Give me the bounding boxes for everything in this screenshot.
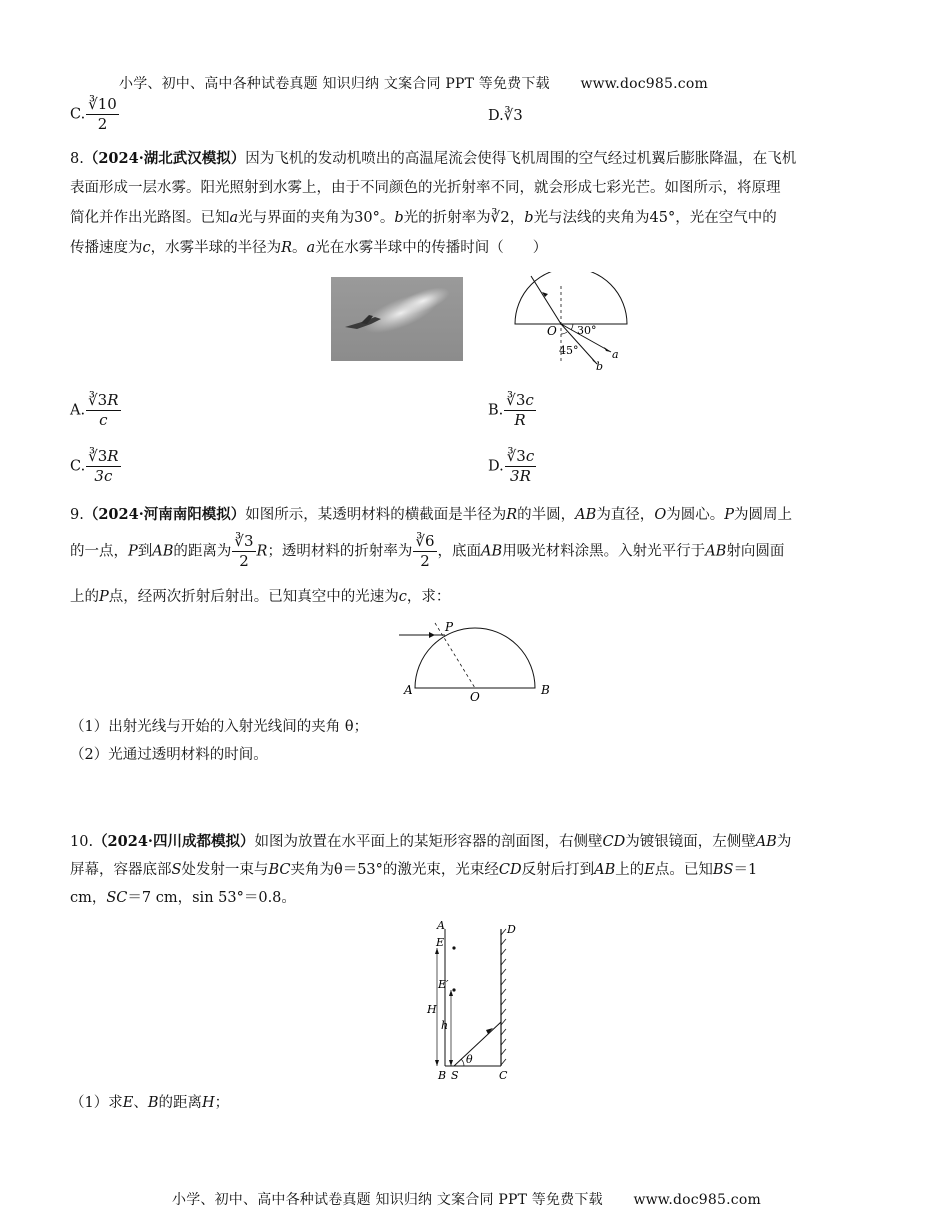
- q10-var-ab: AB: [755, 834, 777, 850]
- q9-line1-b: 的半圆，: [517, 507, 576, 523]
- q9-var-c: c: [398, 589, 407, 605]
- q10-line2-c: 夹角为θ＝53°的激光束，光束经: [290, 862, 499, 878]
- q9-var-ab: AB: [575, 507, 597, 523]
- q9-var-r: R: [506, 507, 518, 523]
- q8-line3-e: 光与法线的夹角为45°，光在空气中的: [533, 210, 777, 226]
- q8-option-c-prefix: C.: [70, 458, 86, 475]
- q8-line1-text: 因为飞机的发动机喷出的高温尾流会使得飞机周围的空气经过机翼后膨胀降温，在飞机: [245, 151, 797, 167]
- q9-frac1-num: ∛3: [234, 532, 254, 550]
- q9-frac2-num: ∛6: [415, 532, 435, 550]
- q10-var-cd2: CD: [498, 862, 522, 878]
- q9-source: （2024·河南南阳模拟）: [83, 506, 246, 523]
- q10-sub1-var-b: B: [147, 1095, 159, 1111]
- q10-source: （2024·四川成都模拟）: [93, 833, 255, 850]
- q10-line-2: [70, 860, 757, 880]
- q8-option-a-numerator: [86, 391, 120, 411]
- q9-var-p2: P: [128, 543, 138, 560]
- q9-line1-a: 如图所示，某透明材料的横截面是半径为: [245, 507, 507, 523]
- q7-option-d: [488, 106, 523, 124]
- q8-option-d[interactable]: [488, 447, 537, 486]
- q8-option-b-denominator: R: [514, 411, 526, 429]
- q9-var-r2: R: [256, 543, 268, 560]
- q9-line3-c: ，求：: [406, 589, 451, 605]
- q10-line2-a: 屏幕，容器底部: [70, 862, 172, 878]
- q8-option-a-denominator: c: [99, 411, 108, 429]
- label-p: P: [445, 620, 454, 634]
- q10-line2-g: ＝1: [733, 862, 758, 878]
- q10-line2-e: 上的: [615, 862, 645, 878]
- q9-sub2-text: （2）光通过透明材料的时间。: [70, 747, 268, 763]
- label-o: O: [547, 324, 557, 338]
- q9-line2-d: ；透明材料的折射率为: [267, 543, 413, 560]
- q9-fraction-root3-2: [232, 532, 255, 571]
- q8-option-c-fraction: [86, 447, 120, 486]
- label-o: O: [470, 690, 480, 704]
- footer-url: www.doc985.com: [633, 1192, 761, 1208]
- footer-text: 小学、初中、高中各种试卷真题 知识归纳 文案合同 PPT 等免费下载: [172, 1192, 603, 1208]
- page-footer: [172, 1189, 761, 1209]
- q7-option-c-numerator: ∛10: [88, 95, 117, 113]
- label-a: A: [437, 919, 445, 932]
- q10-var-sc: SC: [106, 890, 128, 906]
- q8-root-2: ∛2: [490, 208, 510, 226]
- q7-option-d-value: ∛3: [503, 106, 523, 124]
- semicircle-outline: [415, 628, 535, 688]
- q8-line3-c: 光的折射率为: [403, 210, 491, 226]
- q8-option-b-var: c: [525, 391, 534, 409]
- point-e: [452, 946, 455, 949]
- q10-var-cd: CD: [602, 834, 626, 850]
- q7-option-c-denominator: 2: [97, 115, 108, 133]
- header-text: 小学、初中、高中各种试卷真题 知识归纳 文案合同 PPT 等免费下载: [119, 76, 550, 92]
- q10-sub1-var-h: H: [201, 1095, 215, 1111]
- q8-line2-text: 表面形成一层水雾。阳光照射到水雾上，由于不同颜色的光折射率不同，就会形成七彩光芒。如图所示，将原理: [70, 180, 781, 196]
- q9-line2-a: 的一点，: [70, 543, 128, 560]
- jet-vapor-image: [331, 277, 463, 361]
- q10-line1-b: 为镀银镜面，左侧壁: [625, 834, 756, 850]
- q9-sub1-text: （1）出射光线与开始的入射光线间的夹角 θ；: [70, 719, 369, 735]
- label-h: h: [441, 1019, 449, 1032]
- q9-line1-d: 为圆心。: [666, 507, 725, 523]
- normal-dashed-line: [435, 623, 475, 688]
- q10-var-e: E: [644, 862, 655, 878]
- q9-var-p3: P: [99, 589, 109, 605]
- q10-sub1-d: ；: [214, 1095, 230, 1111]
- label-45: 45°: [559, 344, 579, 357]
- q9-line-1: [70, 505, 792, 525]
- q10-line-1: [70, 832, 791, 852]
- q9-var-ab2: AB: [152, 543, 174, 560]
- q9-line2-f: 用吸光材料涂黑。入射光平行于: [502, 543, 706, 560]
- q10-number: 10.: [70, 834, 94, 850]
- q8-option-d-var: c: [525, 447, 535, 465]
- q8-option-b-fraction: [504, 391, 536, 430]
- q8-option-a-root: ∛3: [88, 391, 108, 409]
- q10-line3-a: cm，: [70, 890, 107, 906]
- point-e-prime: [452, 988, 455, 991]
- q10-line1-a: 如图为放置在水平面上的某矩形容器的剖面图，右侧壁: [254, 834, 603, 850]
- q8-jet-photo: [331, 277, 463, 361]
- q8-option-b[interactable]: [488, 391, 537, 430]
- q8-option-d-denominator: 3R: [510, 467, 531, 485]
- q8-option-a[interactable]: [70, 391, 122, 430]
- angle-30-arc: [571, 324, 573, 330]
- q10-sub-question-1: [70, 1093, 229, 1113]
- q10-line3-b: ＝7 cm，sin 53°＝0.8。: [127, 890, 296, 906]
- q9-sub-question-1: [70, 717, 368, 737]
- q8-light-path-diagram: [505, 272, 645, 372]
- q8-number: 8.: [70, 151, 84, 167]
- q8-line4-d: 光在水雾半球中的传播时间（ ）: [315, 240, 548, 256]
- label-s: S: [451, 1069, 459, 1082]
- label-b: B: [438, 1069, 447, 1082]
- q9-var-ab3: AB: [481, 543, 503, 560]
- q10-var-bs: BS: [712, 862, 734, 878]
- mirror-hatching: [501, 929, 506, 1065]
- label-d: D: [507, 923, 516, 936]
- page-header: [119, 73, 708, 93]
- q10-var-s: S: [171, 862, 182, 878]
- q8-option-b-root: ∛3: [506, 391, 526, 409]
- theta-arc: [461, 1059, 464, 1066]
- label-a: a: [612, 348, 619, 361]
- q7-option-c-prefix: C.: [70, 106, 86, 123]
- q8-var-b: b: [394, 210, 404, 226]
- q10-line2-d: 反射后打到: [521, 862, 595, 878]
- q9-semicircle-diagram: [395, 615, 565, 705]
- q9-sub-question-2: [70, 745, 268, 765]
- q9-var-p: P: [724, 507, 734, 523]
- q8-option-d-fraction: [505, 447, 537, 486]
- q9-line2-e: ，底面: [437, 543, 482, 560]
- q7-option-c: [70, 95, 120, 134]
- q8-line-4: [70, 238, 547, 258]
- q9-line-2: [70, 532, 784, 571]
- q8-line3-b: 光与界面的夹角为30°。: [238, 210, 395, 226]
- q8-var-a2: a: [306, 240, 316, 256]
- q9-var-o: O: [654, 507, 667, 523]
- q9-line3-a: 上的: [70, 589, 99, 605]
- q9-line1-c: 为直径，: [596, 507, 655, 523]
- q10-line2-f: 点。已知: [654, 862, 713, 878]
- label-theta: θ: [466, 1053, 473, 1066]
- q8-var-a: a: [229, 210, 239, 226]
- q8-option-d-numerator: [505, 447, 537, 467]
- q9-fraction-root6-2: [413, 532, 436, 571]
- q10-sub1-c: 的距离: [158, 1095, 202, 1111]
- q9-var-ab4: AB: [705, 543, 727, 560]
- q8-option-a-fraction: [86, 391, 120, 430]
- q8-option-b-prefix: B.: [488, 402, 504, 419]
- label-e: E: [436, 936, 445, 949]
- label-c: C: [499, 1069, 508, 1082]
- q8-var-r: R: [281, 240, 293, 256]
- q9-number: 9.: [70, 507, 84, 523]
- label-b: b: [596, 360, 604, 372]
- label-a: A: [404, 683, 413, 697]
- hemisphere-outline: [515, 272, 627, 324]
- q10-line1-c: 为: [776, 834, 792, 850]
- q8-option-c[interactable]: [70, 447, 122, 486]
- angle-45-arc: [561, 332, 567, 334]
- dim-arrow-bottom-icon: [435, 1060, 439, 1066]
- q7-option-d-prefix: D.: [488, 108, 504, 124]
- q8-option-d-prefix: D.: [488, 458, 504, 475]
- q9-frac2-den: 2: [420, 552, 430, 570]
- q9-line1-e: 为圆周上: [733, 507, 792, 523]
- q8-option-c-var: R: [107, 447, 119, 465]
- q8-option-a-var: R: [107, 391, 119, 409]
- q8-line-3: [70, 207, 777, 228]
- q10-var-ab2: AB: [594, 862, 616, 878]
- q8-line4-c: 。: [292, 240, 307, 256]
- q8-line-2: [70, 178, 781, 198]
- q7-option-c-fraction: [86, 95, 119, 134]
- q10-var-bc: BC: [268, 862, 291, 878]
- q9-line-3: [70, 587, 450, 607]
- label-30: 30°: [577, 324, 597, 337]
- q9-line2-g: 射向圆面: [726, 543, 785, 560]
- q10-sub1-a: （1）求: [70, 1095, 123, 1111]
- label-h-cap: H: [427, 1003, 437, 1016]
- q10-sub1-b: 、: [133, 1095, 148, 1111]
- label-b: B: [541, 683, 550, 697]
- q8-line-1: [70, 149, 796, 169]
- q10-sub1-var-e: E: [122, 1095, 134, 1111]
- q10-line-3: [70, 888, 296, 908]
- q8-option-d-root: ∛3: [506, 447, 526, 465]
- q8-var-b2: b: [524, 210, 534, 226]
- q8-line3-d: ，: [509, 210, 525, 226]
- incident-ray: [531, 276, 561, 324]
- q8-line4-b: ，水雾半球的半径为: [150, 240, 282, 256]
- q8-source: （2024·湖北武汉模拟）: [83, 150, 246, 167]
- q8-line3-a: 简化并作出光路图。已知: [70, 210, 230, 226]
- q8-var-c: c: [142, 240, 151, 256]
- label-e-prime: E′: [438, 978, 449, 991]
- dim-h-arrow-top-icon: [449, 990, 453, 996]
- q8-option-c-numerator: [86, 447, 120, 467]
- incident-arrow-icon: [429, 632, 435, 638]
- q10-container-diagram: [425, 917, 535, 1085]
- dim-h-arrow-bottom-icon: [449, 1060, 453, 1066]
- q8-option-b-numerator: [504, 391, 536, 411]
- q10-line2-b: 处发射一束与: [181, 862, 269, 878]
- q9-frac1-den: 2: [239, 552, 249, 570]
- q9-line2-b: 到: [137, 543, 153, 560]
- q9-line3-b: 点，经两次折射后射出。已知真空中的光速为: [108, 589, 399, 605]
- q8-option-a-prefix: A.: [70, 402, 86, 419]
- q8-option-c-denominator: 3c: [94, 467, 113, 485]
- q8-line4-a: 传播速度为: [70, 240, 143, 256]
- q8-option-c-root: ∛3: [88, 447, 108, 465]
- header-url: www.doc985.com: [580, 76, 708, 92]
- q9-line2-c: 的距离为: [173, 543, 232, 560]
